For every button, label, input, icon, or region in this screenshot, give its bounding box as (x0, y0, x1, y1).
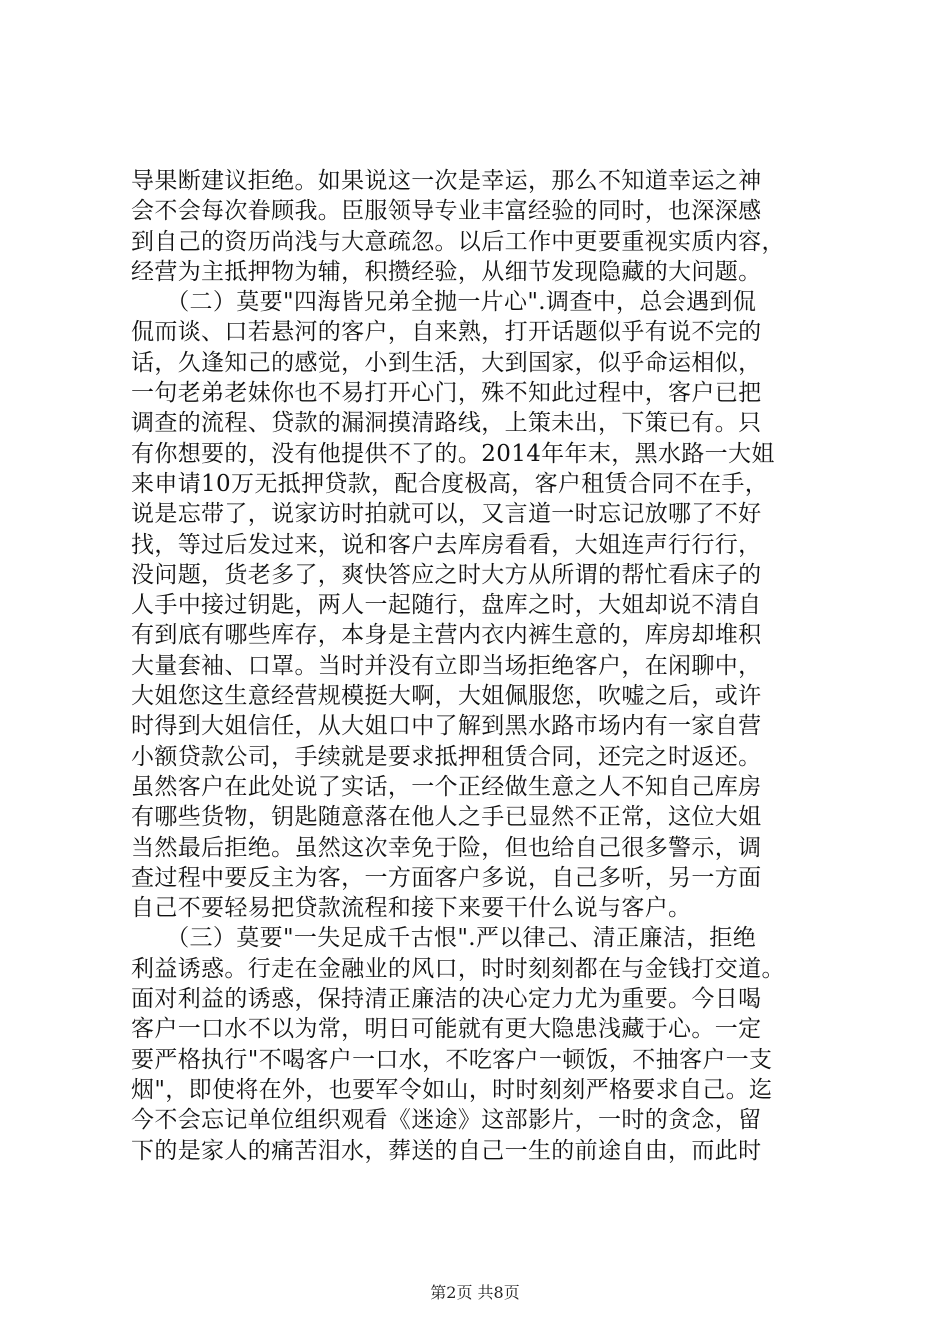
text-line: 侃而谈、口若悬河的客户，自来熟，打开话题似乎有说不完的 (131, 319, 762, 346)
text-line: 虽然客户在此处说了实话，一个正经做生意之人不知自己库房 (131, 773, 762, 800)
text-line: 要严格执行"不喝客户一口水，不吃客户一顿饭，不抽客户一支 (131, 1046, 773, 1073)
text-line: 客户一口水不以为常，明日可能就有更大隐患浅藏于心。一定 (131, 1016, 762, 1043)
text-line: 下的是家人的痛苦泪水，葬送的自己一生的前途自由，而此时 (131, 1137, 762, 1164)
text-line: 今不会忘记单位组织观看《迷途》这部影片，一时的贪念，留 (131, 1107, 762, 1134)
text-line: 话，久逢知己的感觉，小到生活，大到国家，似乎命运相似， (131, 349, 762, 376)
text-line: 导果断建议拒绝。如果说这一次是幸运，那么不知道幸运之神 (131, 168, 762, 194)
text-line: 说是忘带了，说家访时拍就可以，又言道一时忘记放哪了不好 (131, 501, 762, 528)
text-line: 经营为主抵押物为辅，积攒经验，从细节发现隐藏的大问题。 (131, 258, 762, 285)
text-line: 查过程中要反主为客，一方面客户多说，自己多听，另一方面 (131, 864, 762, 891)
text-line: 利益诱惑。行走在金融业的风口，时时刻刻都在与金钱打交道。 (131, 955, 785, 982)
text-line: 找，等过后发过来，说和客户去库房看看，大姐连声行行行， (131, 531, 762, 558)
text-line: 会不会每次眷顾我。臣服领导专业丰富经验的同时，也深深感 (131, 198, 762, 225)
text-line: 人手中接过钥匙，两人一起随行，盘库之时，大姐却说不清自 (131, 592, 762, 619)
text-line: 大姐您这生意经营规模挺大啊，大姐佩服您，吹嘘之后，或许 (131, 683, 762, 710)
text-line: 当然最后拒绝。虽然这次幸免于险，但也给自己很多警示，调 (131, 834, 762, 861)
text-line: 自己不要轻易把贷款流程和接下来要干什么说与客户。 (131, 895, 692, 922)
text-line: 有你想要的，没有他提供不了的。2014年年末，黑水路一大姐 (131, 440, 775, 467)
text-line: 到自己的资历尚浅与大意疏忽。以后工作中更要重视实质内容， (131, 228, 785, 255)
text-line: 有哪些货物，钥匙随意落在他人之手已显然不正常，这位大姐 (131, 804, 762, 831)
page-footer: 第2页 共8页 (430, 1283, 520, 1302)
text-line: （二）莫要"四海皆兄弟全抛一片心".调查中，总会遇到侃 (131, 289, 757, 316)
text-line: 没问题，货老多了，爽快答应之时大方从所谓的帮忙看床子的 (131, 561, 762, 588)
text-line: 时得到大姐信任，从大姐口中了解到黑水路市场内有一家自营 (131, 713, 762, 740)
text-line: 来申请10万无抵押贷款，配合度极高，客户租赁合同不在手， (131, 470, 769, 497)
text-line: 小额贷款公司，手续就是要求抵押租赁合同，还完之时返还。 (131, 743, 762, 770)
text-line: 一句老弟老妹你也不易打开心门，殊不知此过程中，客户已把 (131, 380, 762, 407)
text-line: （三）莫要"一失足成千古恨".严以律己、清正廉洁，拒绝 (131, 925, 757, 952)
text-line: 有到底有哪些库存，本身是主营内衣内裤生意的，库房却堆积 (131, 622, 762, 649)
text-line: 面对利益的诱惑，保持清正廉洁的决心定力尤为重要。今日喝 (131, 986, 762, 1013)
text-line: 烟"，即使将在外，也要军令如山，时时刻刻严格要求自己。迄 (131, 1076, 773, 1103)
text-line: 大量套袖、口罩。当时并没有立即当场拒绝客户，在闲聊中， (131, 652, 762, 679)
text-line: 调查的流程、贷款的漏洞摸清路线，上策未出，下策已有。只 (131, 410, 762, 437)
body-text (131, 166, 831, 1166)
